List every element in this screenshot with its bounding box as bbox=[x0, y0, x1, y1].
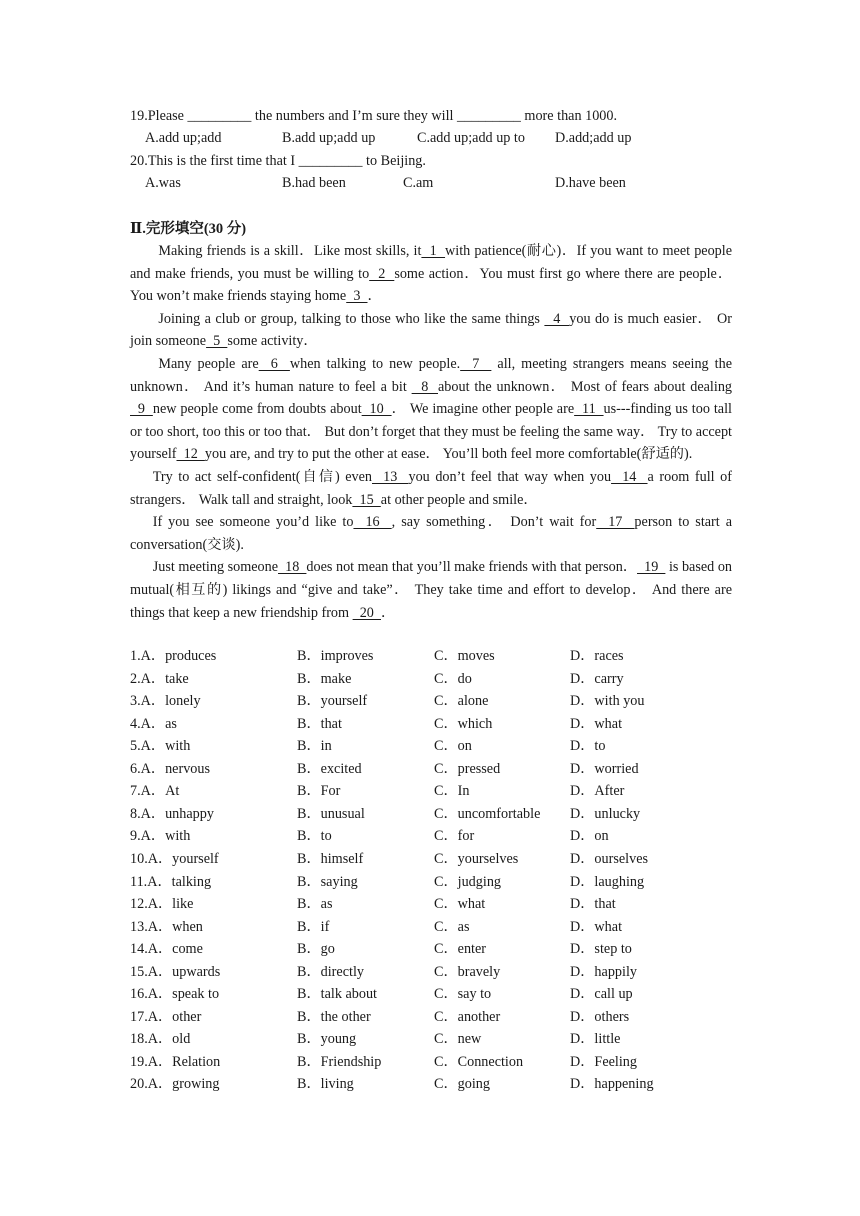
option-3-b: B．yourself bbox=[297, 693, 368, 710]
cloze-blank-12: 12 bbox=[176, 446, 205, 463]
cloze-blank-18: 18 bbox=[278, 559, 307, 576]
passage-text: Try to act self-confident(自信) even bbox=[152, 468, 373, 485]
passage-text: Just meeting someone bbox=[152, 559, 279, 576]
option-12-c: C．what bbox=[434, 896, 486, 913]
option-11-d: D．laughing bbox=[570, 873, 645, 890]
passage-text: all, meeting strangers means seeing the unknown． And it’s human nature to feel a bit bbox=[130, 355, 732, 395]
cloze-blank-8: 8 bbox=[411, 378, 438, 395]
passage-text: you are, and try to put the other at ease． You’ll both feel more comfortable(舒适的). bbox=[204, 446, 693, 463]
passage-paragraph bbox=[130, 556, 732, 624]
option-9-c: C．for bbox=[434, 828, 475, 845]
option-19-d: D．Feeling bbox=[570, 1053, 637, 1070]
option-4-b: B．that bbox=[297, 715, 342, 732]
cloze-blank-1: 1 bbox=[421, 243, 446, 259]
option-19-c: C．Connection bbox=[434, 1053, 524, 1070]
option-7-b: B．For bbox=[297, 783, 341, 800]
cloze-blank-6: 6 bbox=[258, 355, 290, 372]
cloze-blank-13: 13 bbox=[372, 468, 409, 485]
q19-option-c: C.add up;add up to bbox=[417, 130, 525, 146]
q20-option-d: D.have been bbox=[555, 175, 626, 191]
option-20-b: B．living bbox=[297, 1076, 354, 1093]
option-13-a: 13.A．when bbox=[130, 918, 203, 935]
option-row-7 bbox=[130, 780, 750, 803]
passage-text: at other people and smile． bbox=[380, 491, 538, 508]
option-row-11 bbox=[130, 871, 750, 894]
cloze-passage bbox=[130, 240, 732, 624]
option-5-a: 5.A．with bbox=[130, 738, 191, 755]
q19-option-b: B.add up;add up bbox=[282, 130, 376, 146]
cloze-blank-4: 4 bbox=[544, 310, 570, 327]
option-3-d: D．with you bbox=[570, 693, 645, 710]
option-14-a: 14.A．come bbox=[130, 941, 203, 958]
question-20-options bbox=[145, 172, 765, 195]
passage-text: ． bbox=[367, 288, 382, 305]
option-4-c: C．which bbox=[434, 715, 493, 732]
option-8-b: B．unusual bbox=[297, 805, 365, 822]
q20-option-c: C.am bbox=[403, 175, 434, 191]
question-20-stem: 20.This is the first time that I _________ to Beijing. bbox=[130, 153, 426, 169]
option-18-b: B．young bbox=[297, 1031, 357, 1048]
option-row-5 bbox=[130, 735, 750, 758]
option-9-b: B．to bbox=[297, 828, 332, 845]
option-3-a: 3.A．lonely bbox=[130, 693, 201, 710]
option-6-a: 6.A．nervous bbox=[130, 760, 210, 777]
option-4-d: D．what bbox=[570, 715, 623, 732]
passage-text: Joining a club or group, talking to those who like the same things bbox=[158, 310, 545, 327]
option-20-d: D．happening bbox=[570, 1076, 654, 1093]
option-row-20 bbox=[130, 1073, 750, 1096]
option-row-14 bbox=[130, 938, 750, 961]
option-16-c: C．say to bbox=[434, 986, 492, 1003]
option-10-b: B．himself bbox=[297, 850, 364, 867]
option-12-b: B．as bbox=[297, 896, 333, 913]
passage-text: you do is much easier． Or join someone bbox=[130, 310, 732, 350]
option-17-d: D．others bbox=[570, 1008, 630, 1025]
option-13-b: B．if bbox=[297, 918, 330, 935]
option-15-c: C．bravely bbox=[434, 963, 501, 980]
cloze-blank-7: 7 bbox=[460, 355, 492, 372]
option-5-b: B．in bbox=[297, 738, 332, 755]
option-row-4 bbox=[130, 713, 750, 736]
option-11-c: C．judging bbox=[434, 873, 502, 890]
option-19-b: B．Friendship bbox=[297, 1053, 382, 1070]
option-14-c: C．enter bbox=[434, 941, 487, 958]
q20-option-a: A.was bbox=[145, 175, 181, 191]
passage-text: Many people are bbox=[158, 355, 259, 372]
cloze-blank-17: 17 bbox=[596, 514, 635, 531]
cloze-blank-5: 5 bbox=[206, 333, 228, 350]
option-6-c: C．pressed bbox=[434, 760, 501, 777]
option-17-c: C．another bbox=[434, 1008, 501, 1025]
passage-text: you don’t feel that way when you bbox=[408, 468, 612, 485]
section-title: Ⅱ.完形填空(30 分) bbox=[130, 221, 247, 237]
option-18-a: 18.A．old bbox=[130, 1031, 191, 1048]
option-row-6 bbox=[130, 758, 750, 781]
cloze-blank-11: 11 bbox=[574, 401, 604, 418]
passage-text: a room full of strangers． Walk tall and straight, look bbox=[130, 468, 733, 508]
cloze-blank-19: 19 bbox=[637, 559, 666, 576]
question-19-options bbox=[145, 127, 765, 150]
option-20-a: 20.A．growing bbox=[130, 1076, 220, 1093]
option-14-b: B．go bbox=[297, 941, 335, 958]
option-6-d: D．worried bbox=[570, 760, 639, 777]
option-17-a: 17.A．other bbox=[130, 1008, 202, 1025]
cloze-blank-10: 10 bbox=[361, 401, 392, 418]
option-row-12 bbox=[130, 893, 750, 916]
cloze-blank-2: 2 bbox=[369, 265, 395, 282]
option-7-d: D．After bbox=[570, 783, 625, 800]
option-1-c: C．moves bbox=[434, 648, 495, 664]
option-14-d: D．step to bbox=[570, 941, 632, 958]
option-13-d: D．what bbox=[570, 918, 623, 935]
cloze-blank-16: 16 bbox=[353, 514, 392, 531]
passage-text: about the unknown． Most of fears about dealing bbox=[438, 378, 733, 395]
option-row-1 bbox=[130, 645, 750, 668]
option-2-b: B．make bbox=[297, 670, 352, 687]
passage-text: does not mean that you’ll make friends with that person． bbox=[306, 559, 638, 576]
option-16-b: B．talk about bbox=[297, 986, 377, 1003]
option-1-a: 1.A．produces bbox=[130, 648, 217, 664]
option-1-d: D．races bbox=[570, 648, 624, 664]
cloze-blank-15: 15 bbox=[352, 491, 381, 508]
option-11-a: 11.A．talking bbox=[130, 873, 212, 890]
passage-text: when talking to new people. bbox=[289, 355, 461, 372]
option-row-15 bbox=[130, 961, 750, 984]
option-20-c: C．going bbox=[434, 1076, 490, 1093]
passage-text: new people come from doubts about bbox=[152, 401, 362, 418]
option-15-d: D．happily bbox=[570, 963, 637, 980]
option-17-b: B．the other bbox=[297, 1008, 371, 1025]
passage-paragraph bbox=[130, 466, 732, 511]
passage-paragraph bbox=[130, 240, 732, 308]
option-19-a: 19.A．Relation bbox=[130, 1053, 221, 1070]
option-15-b: B．directly bbox=[297, 963, 364, 980]
cloze-blank-3: 3 bbox=[346, 288, 368, 305]
passage-text: ． We imagine other people are bbox=[391, 401, 575, 418]
passage-paragraph bbox=[130, 308, 732, 353]
option-row-8 bbox=[130, 803, 750, 826]
option-row-10 bbox=[130, 848, 750, 871]
passage-text: is based on mutual(相互的) likings and “give and take”． They take time and effort to develop． And there are things that keep a new friendship from bbox=[130, 559, 733, 621]
question-19-stem: 19.Please _________ the numbers and I’m sure they will _________ more than 1000. bbox=[130, 108, 618, 124]
q19-option-a: A.add up;add bbox=[145, 130, 222, 146]
q19-option-d: D.add;add up bbox=[555, 130, 632, 146]
passage-text: person to start a conversation(交谈). bbox=[130, 514, 733, 553]
option-4-a: 4.A．as bbox=[130, 715, 177, 732]
option-row-13 bbox=[130, 916, 750, 939]
option-9-a: 9.A．with bbox=[130, 828, 191, 845]
option-2-d: D．carry bbox=[570, 670, 624, 687]
passage-text: , say something． Don’t wait for bbox=[391, 514, 597, 531]
option-12-a: 12.A．like bbox=[130, 896, 194, 913]
option-18-c: C．new bbox=[434, 1031, 482, 1048]
option-15-a: 15.A．upwards bbox=[130, 963, 221, 980]
option-row-19 bbox=[130, 1051, 750, 1074]
option-row-16 bbox=[130, 983, 750, 1006]
option-row-2 bbox=[130, 668, 750, 691]
q20-option-b: B.had been bbox=[282, 175, 346, 191]
cloze-blank-14: 14 bbox=[611, 468, 648, 485]
option-8-a: 8.A．unhappy bbox=[130, 805, 214, 822]
passage-text: with patience(耐心)．If you want to meet people and make friends, you must be willing to bbox=[130, 243, 733, 282]
option-10-c: C．yourselves bbox=[434, 850, 519, 867]
option-12-d: D．that bbox=[570, 896, 616, 913]
passage-paragraph bbox=[130, 511, 732, 556]
option-18-d: D．little bbox=[570, 1031, 621, 1048]
option-row-9 bbox=[130, 825, 750, 848]
cloze-blank-20: 20 bbox=[352, 604, 381, 621]
option-1-b: B．improves bbox=[297, 648, 374, 664]
option-row-17 bbox=[130, 1006, 750, 1029]
option-row-3 bbox=[130, 690, 750, 713]
option-row-18 bbox=[130, 1028, 750, 1051]
option-11-b: B．saying bbox=[297, 873, 358, 890]
option-10-a: 10.A．yourself bbox=[130, 850, 219, 867]
option-2-c: C．do bbox=[434, 670, 472, 687]
option-9-d: D．on bbox=[570, 828, 609, 845]
option-16-a: 16.A．speak to bbox=[130, 986, 220, 1003]
option-8-c: C．uncomfortable bbox=[434, 805, 541, 822]
option-6-b: B．excited bbox=[297, 760, 362, 777]
passage-text: some action．You must first go where there are people． You won’t make friends staying home bbox=[130, 265, 733, 305]
option-5-c: C．on bbox=[434, 738, 472, 755]
passage-text: If you see someone you’d like to bbox=[152, 514, 354, 531]
option-7-a: 7.A．At bbox=[130, 783, 180, 800]
option-10-d: D．ourselves bbox=[570, 850, 649, 867]
passage-text: ． bbox=[380, 604, 396, 621]
passage-text: some activity． bbox=[227, 333, 318, 350]
passage-paragraph bbox=[130, 353, 732, 466]
option-2-a: 2.A．take bbox=[130, 670, 189, 687]
option-3-c: C．alone bbox=[434, 693, 489, 710]
option-16-d: D．call up bbox=[570, 986, 633, 1003]
passage-text: Making friends is a skill．Like most skills, it bbox=[158, 243, 422, 259]
passage-text: us---finding us too tall or too short, too this or too that． But don’t forget that they must be feeling the same way． Try to accept yourself bbox=[130, 401, 732, 463]
option-13-c: C．as bbox=[434, 918, 470, 935]
option-8-d: D．unlucky bbox=[570, 805, 641, 822]
cloze-blank-9: 9 bbox=[130, 401, 153, 418]
option-7-c: C．In bbox=[434, 783, 470, 800]
option-5-d: D．to bbox=[570, 738, 606, 755]
